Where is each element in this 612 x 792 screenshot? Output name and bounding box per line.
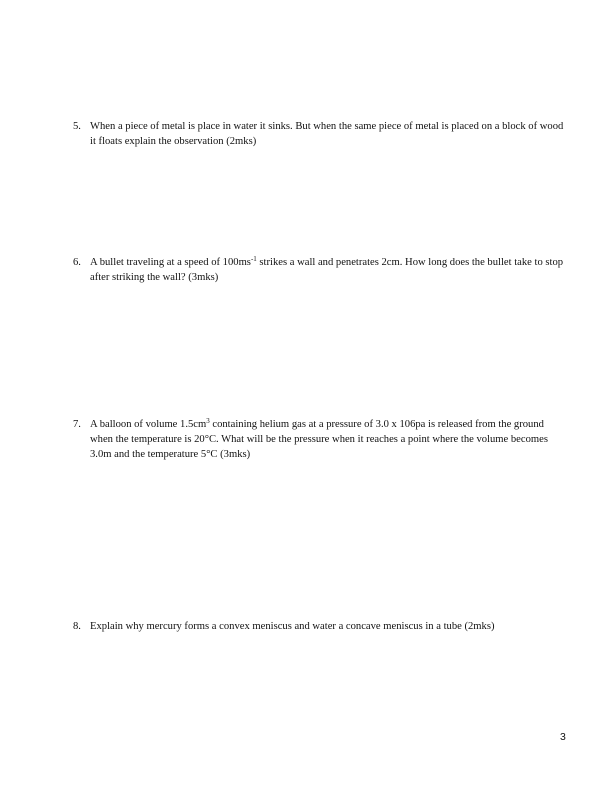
question-number: 5.	[73, 121, 81, 132]
superscript: 3	[206, 417, 210, 425]
question-7	[73, 417, 568, 462]
question-text-part: A bullet traveling at a speed of 100ms	[90, 257, 251, 268]
question-number: 7.	[73, 419, 81, 430]
question-text-part: A balloon of volume 1.5cm	[90, 419, 207, 430]
question-text	[90, 417, 568, 462]
question-text: Explain why mercury forms a convex meniscus and water a concave meniscus in a tube (2mks)	[90, 621, 495, 632]
question-text-part: strikes a wall and penetrates 2cm. How long does the bullet take to stop after striking the wall? (3mks)	[90, 257, 564, 283]
page-number: 3	[560, 731, 566, 743]
question-text: When a piece of metal is place in water it sinks. But when the same piece of metal is placed on a block of wood it floats explain the observation (2mks)	[90, 121, 564, 147]
superscript: -1	[250, 255, 257, 263]
question-8	[73, 619, 568, 634]
question-6	[73, 255, 568, 285]
question-text	[90, 255, 568, 285]
question-5	[73, 119, 568, 149]
question-number: 6.	[73, 257, 81, 268]
question-number: 8.	[73, 621, 81, 632]
question-text-part: containing helium gas at a pressure of 3.0 x 106pa is released from the ground when the temperature is 20°C. What will be the pressure when it reaches a point where the volume becomes 3.0m and the temperature 5°C (3mks)	[90, 419, 548, 460]
